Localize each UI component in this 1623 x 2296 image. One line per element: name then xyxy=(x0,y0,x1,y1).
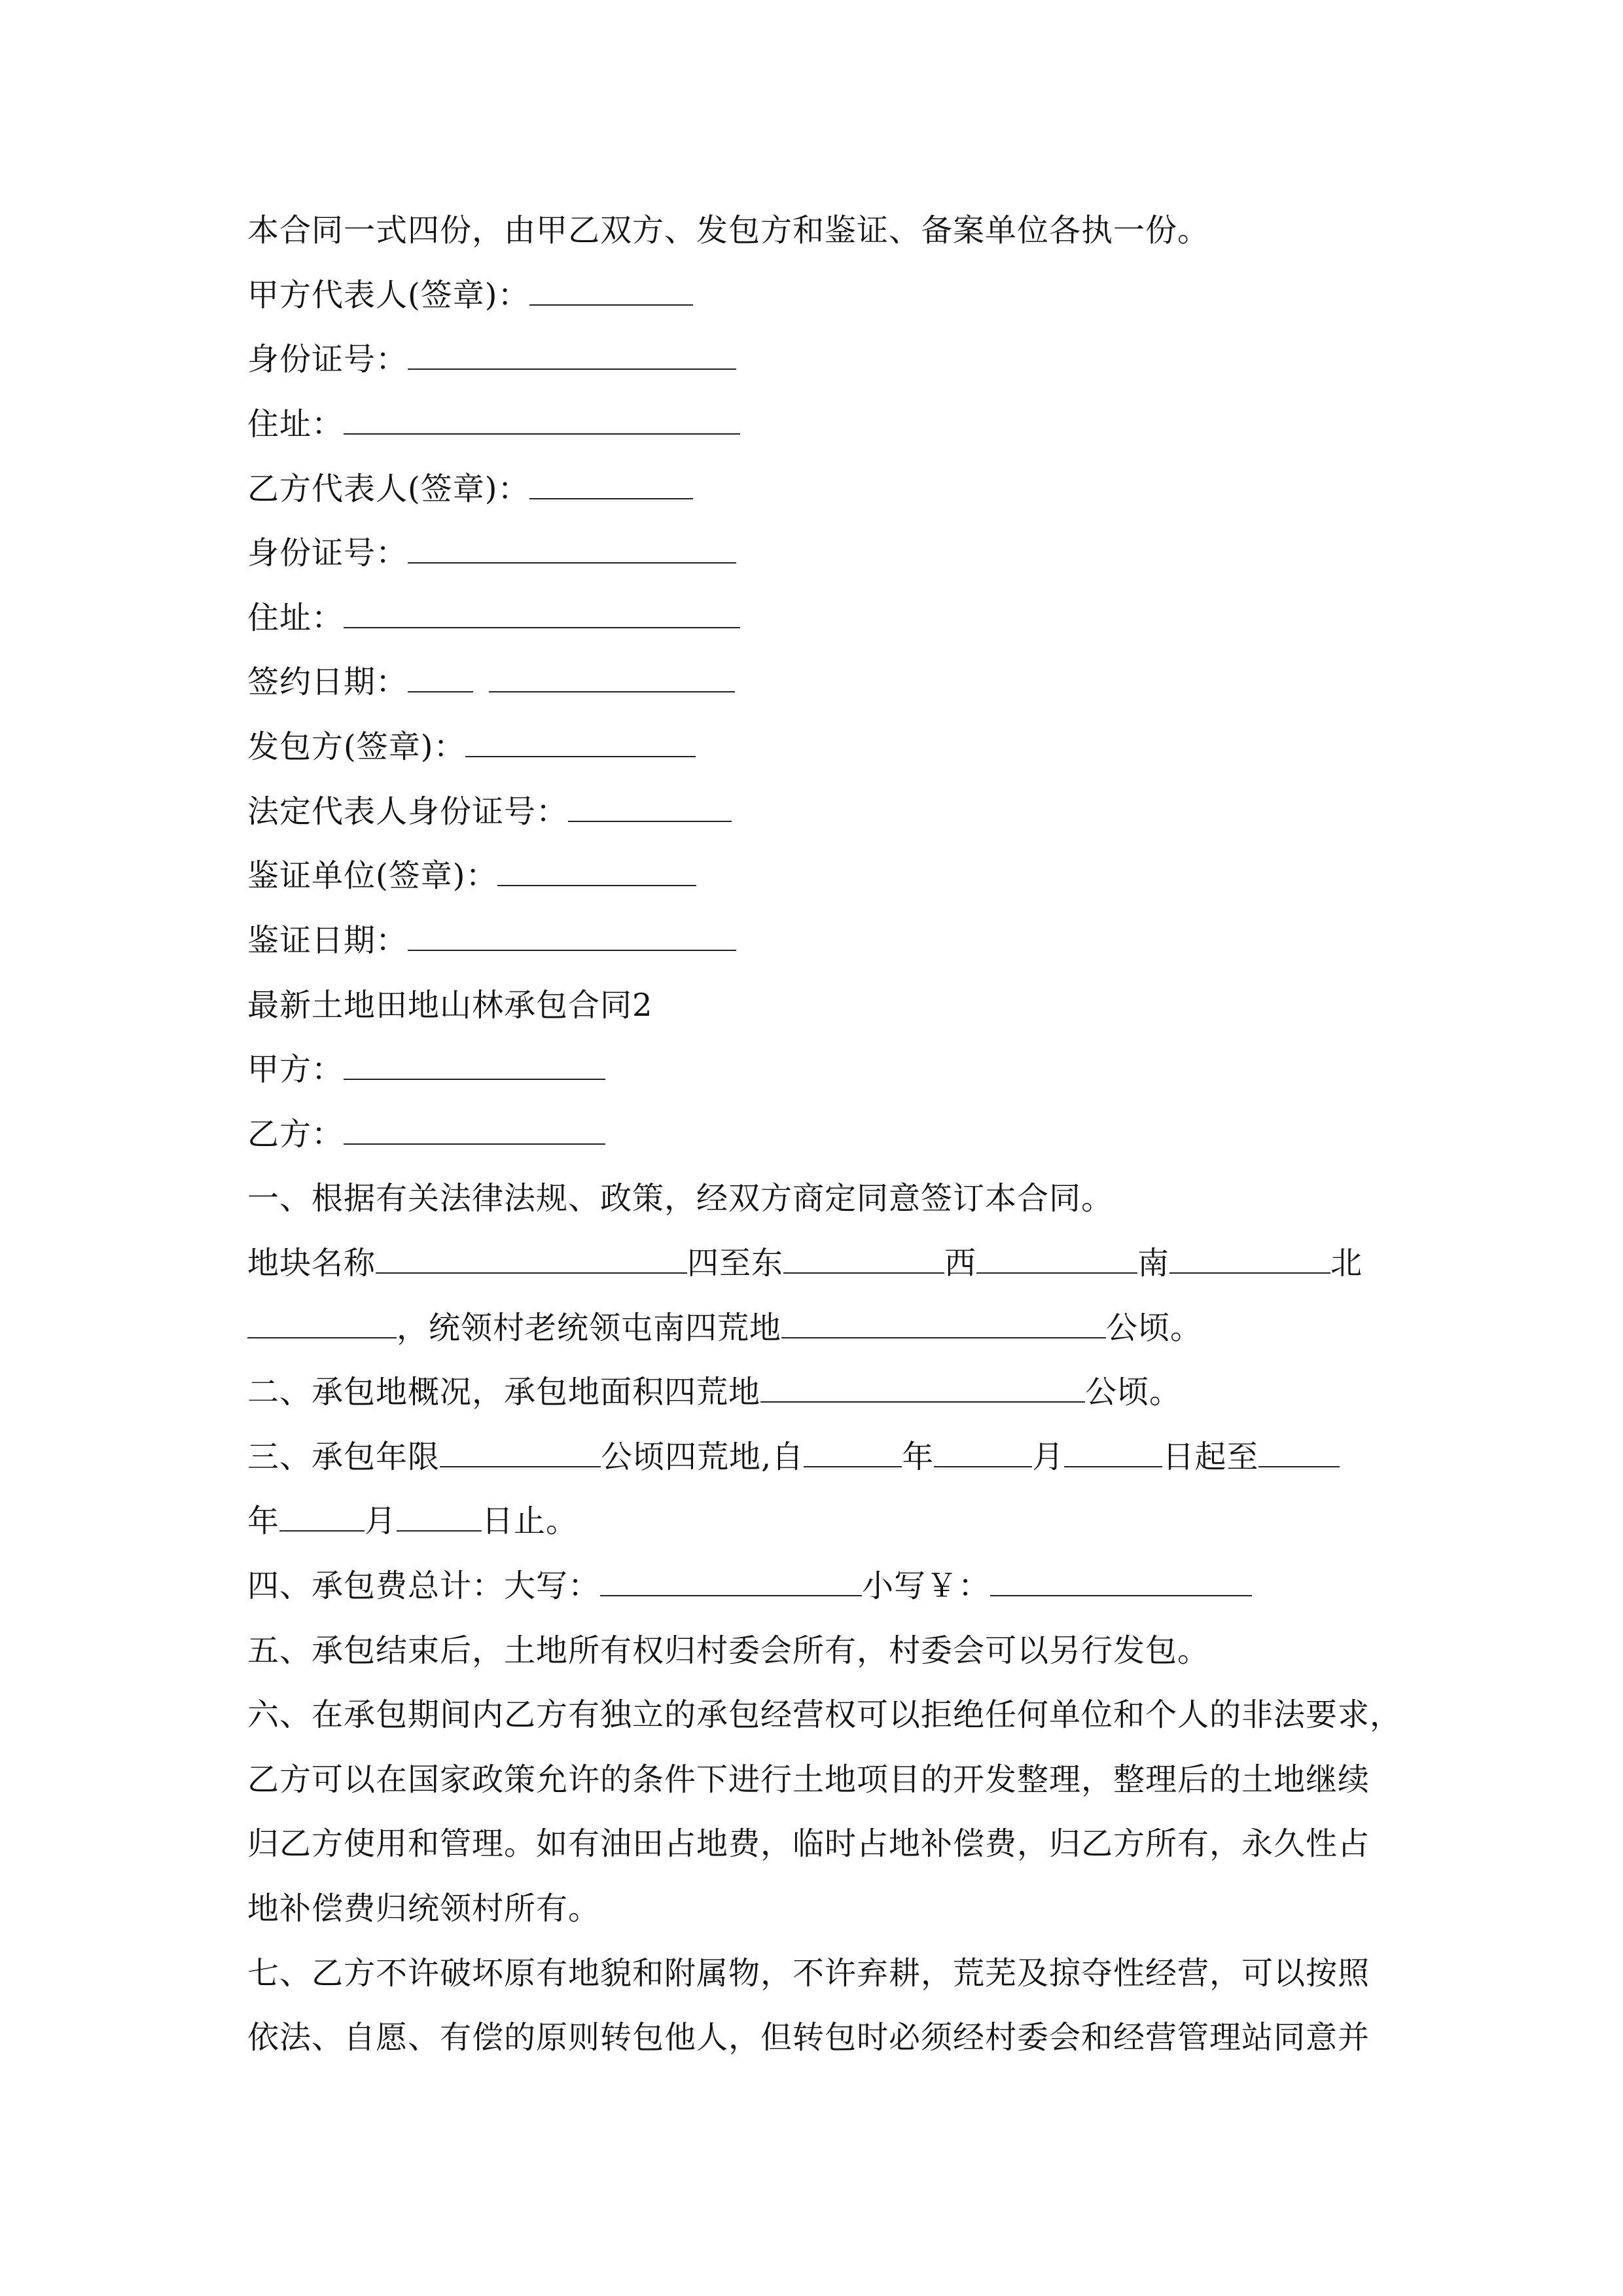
land-name-blank[interactable] xyxy=(376,1244,687,1274)
signature-blank[interactable] xyxy=(529,469,693,499)
party-b-representative-field: 乙方代表人(签章)： xyxy=(247,469,693,509)
day-blank[interactable] xyxy=(1064,1437,1162,1467)
address-blank[interactable] xyxy=(344,598,740,628)
legal-rep-id-field: 法定代表人身份证号： xyxy=(247,792,732,831)
area-blank[interactable] xyxy=(760,1372,1085,1403)
boundary-blank[interactable] xyxy=(976,1244,1137,1274)
copies-clause: 本合同一式四份，由甲乙双方、发包方和鉴证、备案单位各执一份。 xyxy=(247,212,1210,249)
contractor-signature-field: 发包方(签章)： xyxy=(247,727,696,766)
clause-6-line-4: 地补偿费归统领村所有。 xyxy=(247,1890,601,1927)
year-blank[interactable] xyxy=(804,1437,902,1467)
date-blank[interactable] xyxy=(489,662,735,692)
verification-unit-field: 鉴证单位(签章)： xyxy=(247,856,696,895)
signature-blank[interactable] xyxy=(529,276,693,306)
id-blank[interactable] xyxy=(408,533,736,564)
contract-title: 最新土地田地山林承包合同2 xyxy=(247,987,653,1024)
clause-land-area: ，统领村老统领屯南四荒地 公顷。 xyxy=(247,1308,1202,1348)
party-b-id-field: 身份证号： xyxy=(247,533,736,573)
party-b-field: 乙方： xyxy=(247,1115,605,1154)
clause-6-line-1: 六、在承包期间内乙方有独立的承包经营权可以拒绝任何单位和个人的非法要求， xyxy=(247,1696,1402,1733)
id-blank[interactable] xyxy=(408,340,736,370)
party-b-address-field: 住址： xyxy=(247,598,740,637)
signature-blank[interactable] xyxy=(497,856,696,886)
party-blank[interactable] xyxy=(344,1050,605,1080)
day-blank[interactable] xyxy=(397,1501,482,1532)
clause-3-end: 年 月 日止。 xyxy=(247,1503,579,1539)
boundary-blank[interactable] xyxy=(247,1308,397,1338)
area-blank[interactable] xyxy=(781,1308,1106,1338)
address-blank[interactable] xyxy=(344,404,740,435)
party-a-representative-field: 甲方代表人(签章)： xyxy=(247,276,693,315)
month-blank[interactable] xyxy=(279,1501,365,1532)
clause-4: 四、承包费总计：大写： 小写￥： xyxy=(247,1566,1252,1605)
clause-7-line-2: 依法、自愿、有偿的原则转包他人，但转包时必须经村委会和经营管理站同意并 xyxy=(247,2019,1370,2056)
boundary-blank[interactable] xyxy=(1169,1244,1330,1274)
signature-blank[interactable] xyxy=(465,727,696,757)
party-a-address-field: 住址： xyxy=(247,404,740,444)
clause-2: 二、承包地概况，承包地面积四荒地 公顷。 xyxy=(247,1374,1182,1410)
clause-7-line-1: 七、乙方不许破坏原有地貌和附属物，不许弃耕，荒芜及掠夺性经营，可以按照 xyxy=(247,1955,1370,1992)
clause-3: 三、承包年限 公顷四荒地,自 年 月 日起至 xyxy=(247,1437,1340,1477)
boundary-blank[interactable] xyxy=(783,1244,944,1274)
clause-5: 五、承包结束后，土地所有权归村委会所有，村委会可以另行发包。 xyxy=(247,1632,1210,1669)
amount-words-blank[interactable] xyxy=(600,1566,862,1596)
clause-land-boundaries: 地块名称 四至东 西 南 北 xyxy=(247,1245,1363,1282)
party-a-id-field: 身份证号： xyxy=(247,340,736,379)
clause-6-line-3: 归乙方使用和管理。如有油田占地费，临时占地补偿费，归乙方所有，永久性占 xyxy=(247,1825,1370,1862)
id-blank[interactable] xyxy=(568,792,732,822)
party-a-field: 甲方： xyxy=(247,1050,605,1089)
clause-6-line-2: 乙方可以在国家政策允许的条件下进行土地项目的开发整理，整理后的土地继续 xyxy=(247,1761,1370,1798)
date-blank[interactable] xyxy=(408,662,473,692)
clause-1: 一、根据有关法律法规、政策，经双方商定同意签订本合同。 xyxy=(247,1180,1114,1217)
party-blank[interactable] xyxy=(344,1115,605,1145)
area-blank[interactable] xyxy=(440,1437,601,1467)
amount-figures-blank[interactable] xyxy=(990,1566,1252,1596)
verification-date-field: 鉴证日期： xyxy=(247,921,736,960)
signing-date-field: 签约日期： xyxy=(247,662,735,702)
date-blank[interactable] xyxy=(408,921,736,951)
month-blank[interactable] xyxy=(934,1437,1032,1467)
year-blank[interactable] xyxy=(1258,1437,1340,1467)
